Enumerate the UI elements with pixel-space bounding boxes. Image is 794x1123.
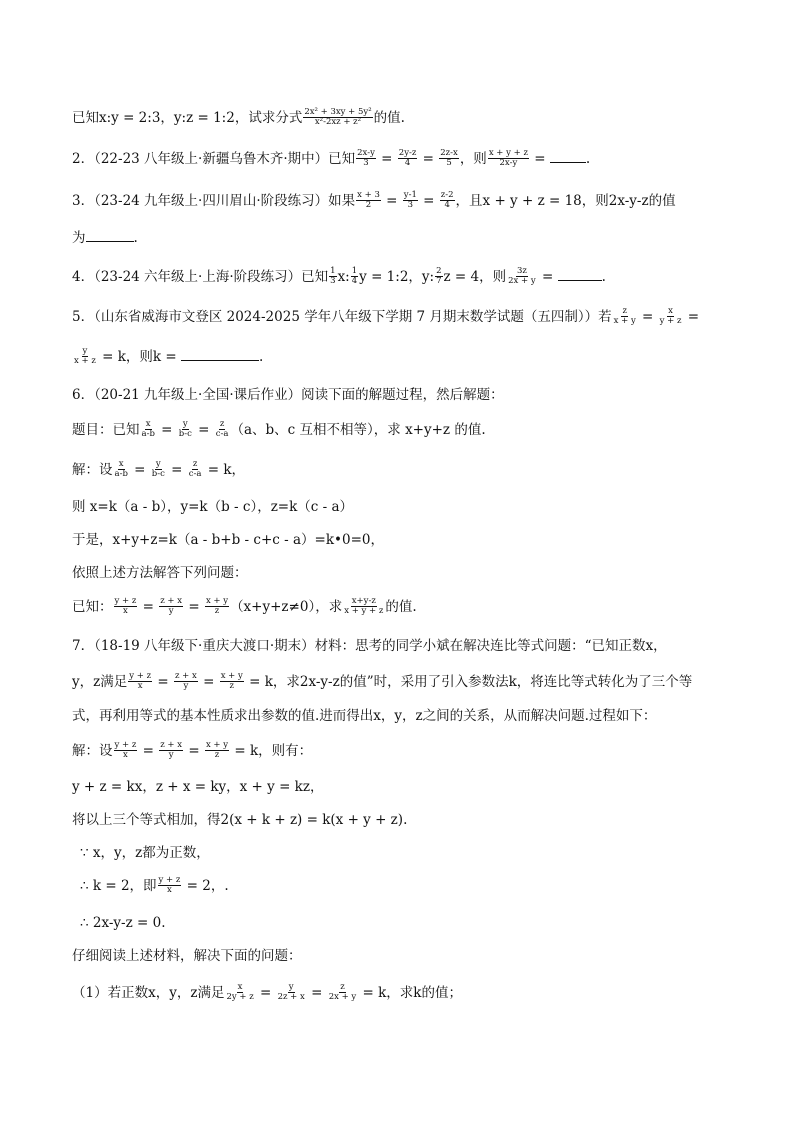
q1-text: 已知x:y = 2:3，y:z = 1:2，试求分式: [72, 110, 303, 126]
q6-instruction: 依照上述方法解答下列问题：: [72, 565, 248, 581]
q7-solution-set: 解：设 $\frac{y + z}{x}$ = $\frac{z + x}{y}$ = $\frac{x + y}{z}$ = k，则有：: [72, 740, 313, 760]
q7-part-1: （1）若正数x，y，z满足 $\frac{x}{2y + z}$ = $\frac{y}{2z + x}$ = $\frac{z}{2x + y}$ = k，求k的值；: [72, 982, 462, 1002]
q2-line: 2．（22-23 八年级上·新疆乌鲁木齐·期中）已知 $\frac{2x-y}{3}$ = $\frac{2y-z}{4}$ = $\frac{2z-x}{5}$ ，则 $\frac{x + y + z}{2x-y}$ = .: [72, 148, 591, 168]
q7-material: 式，再利用等式的基本性质求出参数的值.进而得出x，y，z之间的关系，从而解决问题.过程如下：: [72, 708, 657, 724]
q7-solution-line: 将以上三个等式相加，得2(x + k + z) = k(x + y + z).: [72, 812, 408, 828]
q5-text: 5．（山东省威海市文登区 2024-2025 学年八年级下学期 7 月期末数学试题（五四制））若: [72, 309, 612, 325]
q1-line: 已知x:y = 2:3，y:z = 1:2，试求分式 $\frac{\text{2x² + 3xy + 5y²}}{\text{x²-2xz + z²}}$ 的值.: [72, 107, 405, 127]
q5-line-2: $\frac{y}{x + z}$ = k，则k = .: [74, 346, 264, 366]
q4-line: 4．（23-24 六年级上·上海·阶段练习）已知 $\frac{1}{3}$ x: $\frac{1}{4}$ y = 1:2，y: $\frac{2}{7}$ z = 4，则 $\frac{3z}{2x + y}$ = .: [72, 266, 606, 286]
q7-solution-line: y + z = kx，z + x = ky，x + y = kz，: [72, 779, 324, 795]
q2-answer-blank[interactable]: [550, 150, 586, 163]
q6-exercise: 已知： $\frac{y + z}{x}$ = $\frac{z + x}{y}$ = $\frac{x + y}{z}$ （x+y+z≠0），求 $\frac{x+y-z}{x + y + z}$ 的值.: [72, 596, 417, 616]
q3-line-2: 为 .: [72, 230, 138, 246]
q3-text: 3．（23-24 九年级上·四川眉山·阶段练习）如果: [72, 193, 356, 209]
q3-line: 3．（23-24 九年级上·四川眉山·阶段练习）如果 $\frac{x + 3}{2}$ = $\frac{y-1}{3}$ = $\frac{z-2}{4}$ ，且x + y + z = 18，则2x-y-z的值: [72, 190, 676, 210]
q5-answer-blank[interactable]: [181, 348, 259, 361]
q7-solution-line: ∴ k = 2，即 $\frac{y + z}{x}$ = 2，.: [80, 875, 229, 895]
q4-answer-blank[interactable]: [558, 268, 602, 281]
q6-solution-line: 则 x=k（a - b），y=k（b - c），z=k（c - a）: [72, 499, 354, 515]
q6-solution-set: 解：设 $\frac{x}{a-b}$ = $\frac{y}{b-c}$ = $\frac{z}{c-a}$ = k，: [72, 459, 246, 479]
q4-text: 4．（23-24 六年级上·上海·阶段练习）已知: [72, 269, 329, 285]
q7-material: y，z满足 $\frac{y + z}{x}$ = $\frac{z + x}{y}$ = $\frac{x + y}{z}$ = k，求2x-y-z的值”时，采用了引入参数法k，将连比等式转化为了三个等: [72, 671, 693, 691]
q7-solution-line: ∴ 2x-y-z = 0.: [80, 915, 166, 931]
q7-heading: 7．（18-19 八年级下·重庆大渡口·期末）材料：思考的同学小斌在解决连比等式问题：“已知正数x，: [72, 638, 667, 654]
q3-answer-blank[interactable]: [86, 229, 134, 242]
q6-problem: 题目：已知 $\frac{x}{a-b}$ = $\frac{y}{b-c}$ = $\frac{z}{c-a}$ （a、b、c 互相不相等），求 x+y+z 的值.: [72, 419, 486, 439]
q6-heading: 6．（20-21 九年级上·全国·课后作业）阅读下面的解题过程，然后解题：: [72, 387, 504, 403]
q2-text: 2．（22-23 八年级上·新疆乌鲁木齐·期中）已知: [72, 151, 356, 167]
q5-line: 5．（山东省威海市文登区 2024-2025 学年八年级下学期 7 月期末数学试题（五四制））若 $\frac{z}{x + y}$ = $\frac{x}{y + z}$ =: [72, 306, 700, 326]
q7-instruction: 仔细阅读上述材料，解决下面的问题：: [72, 948, 302, 964]
q6-solution-line: 于是，x+y+z=k（a - b+b - c+c - a）=k•0=0，: [72, 532, 384, 548]
q1-fraction: $\frac{\text{2x² + 3xy + 5y²}}{\text{x²-2xz + z²}}$: [304, 107, 372, 127]
q7-solution-line: ∵ x，y，z都为正数，: [80, 845, 210, 861]
